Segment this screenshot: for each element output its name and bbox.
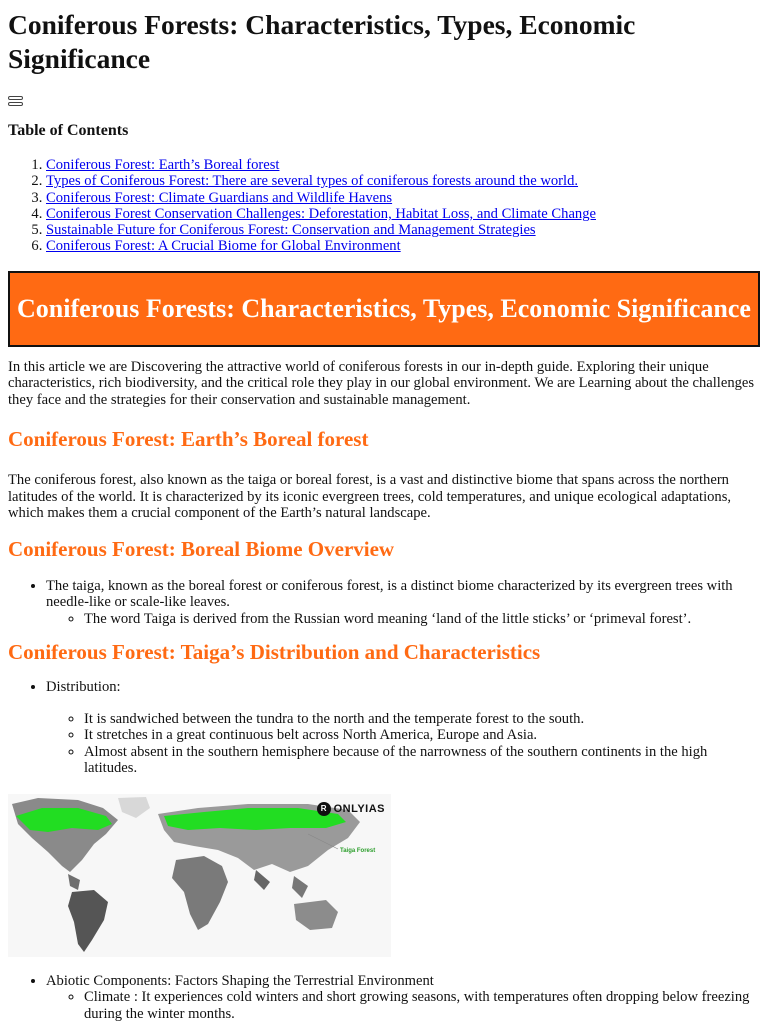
list-item: [46, 973, 760, 1023]
toc-link-2[interactable]: Types of Coniferous Forest: There are several types of coniferous forests around the world.: [46, 173, 579, 190]
page-title: Coniferous Forests: Characteristics, Types, Economic Significance: [8, 9, 636, 74]
article: [0, 8, 768, 1022]
section-heading-overview: Coniferous Forest: Boreal Biome Overview: [8, 536, 395, 561]
list-item: ◦ Almost absent in the southern hemisphere because of the narrowness of the southern continents in the high latitudes.: [84, 744, 760, 777]
list-item: [46, 578, 760, 628]
toc-link-5[interactable]: Sustainable Future for Coniferous Forest: Conservation and Management Strategies: [46, 222, 536, 239]
toc-item: [46, 157, 760, 173]
distribution-sublist: [46, 711, 760, 777]
table-of-contents: [8, 157, 760, 255]
logo-text: ONLYIAS: [333, 802, 385, 815]
intro-paragraph: In this article we are Discovering the attractive world of coniferous forests in our in-depth guide. Exploring their unique characteristics, rich biodiversity, and the critical role they play in our global environment. We are Learning about the challenges they face and the strategies for their conservation and sustainable management.: [8, 358, 755, 408]
distribution-bullet: Distribution:: [46, 679, 121, 696]
section-heading-boreal: Coniferous Forest: Earth’s Boreal forest: [8, 427, 369, 452]
toc-link-3[interactable]: Coniferous Forest: Climate Guardians and Wildlife Havens: [46, 189, 393, 206]
overview-bullet: The taiga, known as the boreal forest or coniferous forest, is a distinct biome characterized by its evergreen trees with needle-like or scale-like leaves.: [46, 577, 733, 611]
overview-sublist: [46, 611, 760, 628]
toc-item: [46, 190, 760, 206]
list-item: ◦ Climate : It experiences cold winters and short growing seasons, with temperatures often dropping below freezing during the winter months.: [84, 989, 760, 1022]
list-item: ◦ It stretches in a great continuous belt across North America, Europe and Asia.: [84, 727, 760, 744]
toc-item: [46, 206, 760, 222]
taiga-world-map: [8, 794, 391, 957]
abiotic-list: [8, 973, 760, 1023]
toc-item: [46, 173, 760, 189]
onlyias-logo: [317, 802, 385, 816]
toc-link-1[interactable]: Coniferous Forest: Earth’s Boreal forest: [46, 157, 280, 173]
abiotic-bullet: Abiotic Components: Factors Shaping the Terrestrial Environment: [46, 972, 434, 989]
list-item: ◦ The word Taiga is derived from the Russian word meaning ‘land of the little sticks’ or ‘primeval forest’.: [84, 611, 760, 628]
list-item: ◦ It is sandwiched between the tundra to the north and the temperate forest to the south.: [84, 711, 760, 728]
list-item: [46, 679, 760, 777]
taiga-forest-label: Taiga Forest: [340, 847, 376, 854]
section-heading-distribution: Coniferous Forest: Taiga’s Distribution and Characteristics: [8, 640, 541, 665]
toc-toggle-icon[interactable]: [8, 96, 24, 108]
toc-item: [46, 238, 760, 254]
title-banner: Coniferous Forests: Characteristics, Types, Economic Significance: [8, 271, 760, 347]
distribution-list: [8, 679, 760, 777]
logo-mark: R: [317, 802, 331, 816]
overview-list: [8, 578, 760, 628]
toc-title: Table of Contents: [8, 122, 129, 139]
toc-item: [46, 222, 760, 238]
abiotic-sublist: [46, 989, 760, 1022]
toc-link-6[interactable]: Coniferous Forest: A Crucial Biome for Global Environment: [46, 238, 401, 255]
boreal-paragraph: The coniferous forest, also known as the taiga or boreal forest, is a vast and distinctive biome that spans across the northern latitudes of the world. It is characterized by its iconic evergreen trees, cold temperatures, and unique ecological adaptations, which makes them a crucial component of the Earth’s natural landscape.: [8, 472, 732, 522]
toc-link-4[interactable]: Coniferous Forest Conservation Challenges: Deforestation, Habitat Loss, and Climate Change: [46, 205, 596, 222]
world-map-graphic: [8, 794, 391, 957]
